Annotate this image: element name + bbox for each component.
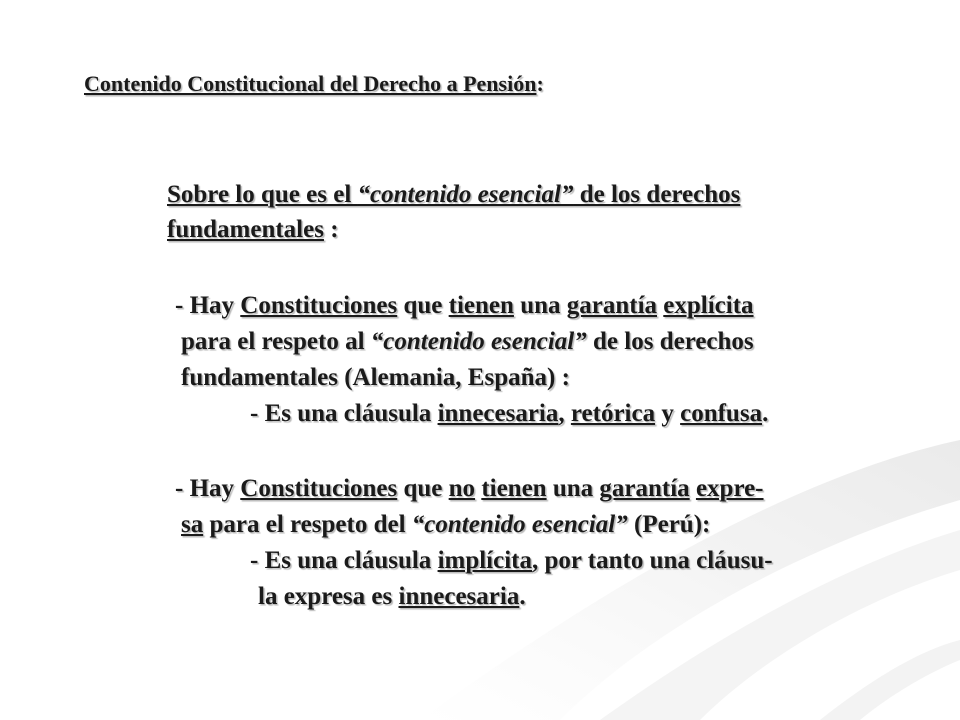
point2-peru: (Perú): (627, 511, 711, 538)
point1-contenido-esencial: “contenido esencial” (370, 328, 587, 355)
point2-innecesaria: innecesaria (398, 583, 520, 610)
title-text: Contenido Constitucional del Derecho a Pensión (84, 71, 537, 96)
point1-garantia: garantía (566, 292, 658, 319)
point1-constituciones: Constituciones (240, 292, 398, 319)
point1-de-los-derechos: de los derechos (586, 328, 754, 355)
point2-tienen: tienen (481, 475, 547, 502)
title-colon: : (536, 71, 544, 96)
point2-expre: expre- (695, 475, 764, 502)
point1-fundamentales: fundamentales (Alemania, España) : (181, 364, 570, 391)
point2-por-tanto: , por tanto una cláusu- (532, 547, 773, 574)
point2-garantia: garantía (599, 475, 690, 502)
point1-line-3 (181, 363, 570, 393)
point2-sa: sa (181, 511, 204, 538)
point1-confusa: confusa (680, 400, 763, 427)
intro-fundamentales: fundamentales (167, 216, 324, 243)
point2-implicita: implícita (437, 547, 532, 574)
intro-de-los-derechos: de los derechos (573, 181, 741, 208)
intro-sobre: Sobre lo que es el (167, 181, 358, 208)
point1-para-el-respeto: para el respeto al (181, 328, 371, 355)
point1-innecesaria: innecesaria (437, 400, 559, 427)
point2-que: que (397, 475, 449, 502)
intro-line-1 (167, 180, 740, 210)
point2-no: no (448, 475, 476, 502)
point1-una: una (513, 292, 567, 319)
point2-line-1 (175, 474, 764, 504)
point1-dash-hay: - Hay (175, 292, 241, 319)
point1-period: . (762, 400, 769, 427)
point1-tienen: tienen (448, 292, 514, 319)
point2-line-2 (181, 510, 710, 540)
point2-sub-line-2 (258, 582, 526, 612)
point2-para-el-respeto: para el respeto del (203, 511, 412, 538)
point2-dash-hay: - Hay (175, 475, 241, 502)
point1-y: y (655, 400, 681, 427)
point2-la-expresa-es: la expresa es (258, 583, 399, 610)
point1-retorica: retórica (570, 400, 656, 427)
intro-line-2 (167, 215, 339, 245)
point1-line-2 (181, 327, 754, 357)
point1-es-una-clausula: - Es una cláusula (250, 400, 438, 427)
point2-contenido-esencial: “contenido esencial” (411, 511, 628, 538)
point1-comma: , (558, 400, 571, 427)
point2-period: . (519, 583, 526, 610)
point1-line-1 (175, 291, 754, 321)
intro-contenido-esencial: “contenido esencial” (357, 181, 574, 208)
point2-es-una-clausula: - Es una cláusula (250, 547, 438, 574)
point2-sub-line-1 (250, 546, 773, 576)
page-title (84, 69, 544, 99)
point1-que: que (397, 292, 449, 319)
point1-sub-line (250, 399, 768, 429)
point2-constituciones: Constituciones (240, 475, 398, 502)
intro-colon: : (323, 216, 339, 243)
point1-explicita: explícita (663, 292, 754, 319)
point2-una: una (546, 475, 600, 502)
